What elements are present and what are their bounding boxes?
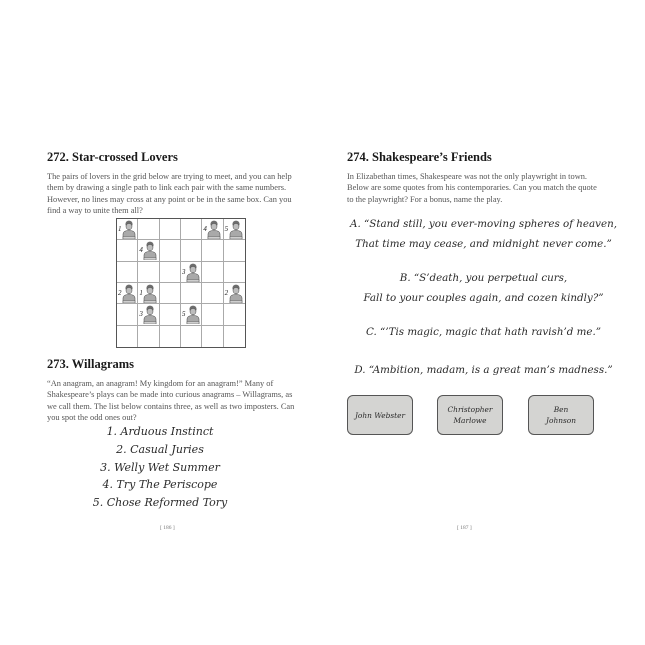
left-page	[0, 0, 322, 645]
grid-cell[interactable]	[138, 219, 159, 240]
playwright-name: Christopher	[447, 405, 493, 414]
playwright-card-johnson[interactable]	[528, 395, 594, 435]
grid-cell[interactable]	[202, 262, 223, 283]
grid-cell[interactable]	[181, 262, 202, 283]
right-page	[322, 0, 645, 645]
grid-cell[interactable]	[160, 219, 181, 240]
quote-line: C. “’Tis magic, magic that hath ravish’d me.”	[366, 326, 601, 338]
grid-cell[interactable]	[117, 219, 138, 240]
grid-cell[interactable]	[138, 304, 159, 325]
puzzle-272-body: The pairs of lovers in the grid below are trying to meet, and you can help them by drawing a single path to link each pair with the same numbers. However, no lines may cross at any point or be in the same box. Can you find a way to unite them all?	[47, 172, 292, 216]
quote-line: A. “Stand still, you ever-moving spheres of heaven,	[350, 218, 617, 230]
grid-cell[interactable]	[160, 304, 181, 325]
playwright-card-webster[interactable]	[347, 395, 413, 435]
lover-figure	[202, 219, 222, 239]
puzzle-273-body: “An anagram, an anagram! My kingdom for an anagram!” Many of Shakespeare’s plays can be made into curious anagrams – Willagrams, as we call them. The list below contains three, as well as two imposters. Can you spot the odd ones out?	[47, 379, 295, 423]
anagram-item: 3. Welly Wet Summer	[100, 460, 220, 474]
lover-portrait-icon	[122, 284, 136, 303]
playwright-name: Johnson	[546, 416, 576, 425]
lover-figure	[138, 304, 158, 324]
lover-number: 5	[224, 225, 229, 233]
page-number: [ 187 ]	[457, 525, 472, 531]
lover-figure	[181, 262, 201, 282]
puzzle-274-title: 274. Shakespeare’s Friends	[347, 150, 492, 164]
grid-cell[interactable]	[224, 240, 245, 261]
puzzle-272-title: 272. Star-crossed Lovers	[47, 150, 178, 164]
quote-b	[322, 268, 645, 308]
anagram-item: 4. Try The Periscope	[102, 478, 218, 492]
playwright-name: Marlowe	[453, 416, 487, 425]
quote-line: That time may cease, and midnight never come.”	[355, 238, 612, 250]
lover-portrait-icon	[143, 305, 157, 324]
grid-cell[interactable]	[160, 262, 181, 283]
grid-cell[interactable]	[117, 262, 138, 283]
playwright-name: John Webster	[354, 410, 406, 420]
lover-figure	[224, 219, 245, 239]
grid-cell[interactable]	[224, 262, 245, 283]
grid-cell[interactable]	[202, 304, 223, 325]
lover-portrait-icon	[229, 284, 243, 303]
grid-cell[interactable]	[181, 304, 202, 325]
lover-number: 4	[139, 246, 143, 255]
grid-cell[interactable]	[202, 240, 223, 261]
lover-number: 4	[203, 225, 207, 233]
lover-portrait-icon	[122, 220, 136, 239]
playwright-name: Ben	[553, 405, 569, 414]
lover-number: 5	[182, 310, 186, 319]
lover-figure	[117, 219, 137, 239]
grid-cell[interactable]	[160, 240, 181, 261]
grid-cell[interactable]	[138, 240, 159, 261]
grid-cell[interactable]	[181, 283, 202, 304]
anagram-list	[60, 423, 260, 512]
grid-cell[interactable]	[202, 219, 223, 240]
anagram-item: 5. Chose Reformed Tory	[92, 496, 228, 510]
grid-cell[interactable]	[138, 262, 159, 283]
puzzle-273-title: 273. Willagrams	[47, 357, 135, 371]
lover-figure	[138, 240, 158, 260]
lover-number: 3	[182, 267, 186, 276]
lover-number: 1	[118, 225, 122, 233]
quote-line: D. “Ambition, madam, is a great man’s madness.”	[354, 364, 613, 376]
grid-cell[interactable]	[224, 304, 245, 325]
anagram-item: 2. Casual Juries	[116, 442, 204, 456]
grid-cell[interactable]	[160, 326, 181, 347]
puzzle-274-body: In Elizabethan times, Shakespeare was not the only playwright in town. Below are some quotes from his contemporaries. Can you match the quote to the playwright? For a bonus, name the play.	[347, 172, 597, 204]
lover-portrait-icon	[186, 305, 200, 324]
lovers-grid[interactable]	[116, 218, 246, 348]
lover-portrait-icon	[229, 220, 243, 239]
lover-figure	[224, 283, 245, 303]
quote-line: B. “S’death, you perpetual curs,	[399, 272, 568, 284]
grid-cell[interactable]	[224, 283, 245, 304]
quote-c	[322, 322, 645, 342]
lover-figure	[138, 283, 158, 303]
lover-figure	[181, 304, 201, 324]
grid-cell[interactable]	[117, 240, 138, 261]
playwright-card-marlowe[interactable]	[437, 395, 503, 435]
grid-cell[interactable]	[224, 219, 245, 240]
grid-cell[interactable]	[117, 283, 138, 304]
lover-number: 3	[139, 310, 143, 319]
grid-cell[interactable]	[138, 326, 159, 347]
grid-cell[interactable]	[224, 326, 245, 347]
lover-figure	[117, 283, 137, 303]
quote-a	[322, 214, 645, 254]
quote-d	[322, 360, 645, 380]
lover-portrait-icon	[143, 241, 157, 260]
lover-number: 1	[139, 289, 143, 297]
lover-portrait-icon	[186, 263, 200, 282]
quote-line: Fall to your couples again, and cozen kindly?”	[363, 292, 604, 304]
grid-cell[interactable]	[181, 219, 202, 240]
lover-number: 2	[224, 289, 229, 297]
grid-cell[interactable]	[181, 326, 202, 347]
lover-number: 2	[118, 289, 122, 297]
grid-cell[interactable]	[138, 283, 159, 304]
grid-cell[interactable]	[202, 326, 223, 347]
grid-cell[interactable]	[117, 304, 138, 325]
grid-cell[interactable]	[160, 283, 181, 304]
page-number: [ 186 ]	[160, 525, 175, 531]
grid-cell[interactable]	[202, 283, 223, 304]
lover-portrait-icon	[207, 220, 221, 239]
grid-cell[interactable]	[181, 240, 202, 261]
grid-cell[interactable]	[117, 326, 138, 347]
lover-portrait-icon	[143, 284, 157, 303]
anagram-item: 1. Arduous Instinct	[106, 425, 214, 438]
